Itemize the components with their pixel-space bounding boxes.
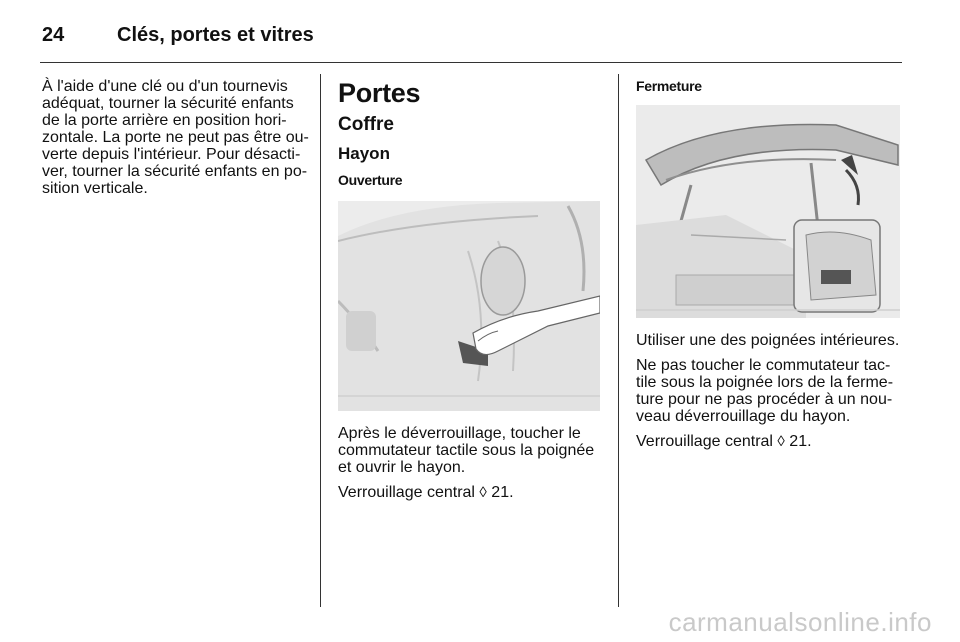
- heading-fermeture: Fermeture: [636, 78, 702, 94]
- xref-label: Verrouillage central: [338, 484, 475, 501]
- tailgate-closing-illustration: [636, 105, 900, 318]
- watermark: carmanualsonline.info: [668, 607, 932, 637]
- xref-label: Verrouillage central: [636, 433, 773, 450]
- xref-page: 21.: [789, 433, 812, 450]
- xref-page: 21.: [491, 484, 514, 501]
- xref-symbol-icon: ◊: [777, 433, 785, 450]
- child-lock-paragraph: À l'aide d'une clé ou d'un tournevis adéquat, tourner la sécurité enfants de la porte arrière en position hori-zontale. La porte ne peut pas être ou-verte depuis l'intérieur. Pour désacti-ver, tourner la sécurité enfants en po-sition verticale.: [42, 78, 309, 197]
- subsection-heading-hayon: Hayon: [338, 144, 390, 163]
- subsection-heading-coffre: Coffre: [338, 114, 394, 135]
- tailgate-opening-illustration: [338, 201, 600, 411]
- column-right: [636, 78, 904, 458]
- central-locking-reference[interactable]: [636, 433, 904, 450]
- page-header: [42, 20, 314, 50]
- chapter-title: Clés, portes et vitres: [117, 23, 314, 46]
- closing-instructions: Utiliser une des poignées intérieures.: [636, 332, 900, 349]
- section-heading-portes: Portes: [338, 78, 421, 108]
- column-middle: [338, 78, 603, 509]
- column-divider-2: [618, 74, 619, 607]
- central-locking-reference[interactable]: [338, 484, 603, 501]
- xref-symbol-icon: ◊: [479, 484, 487, 501]
- column-left: [42, 78, 310, 205]
- page-number: 24: [42, 23, 65, 46]
- touch-switch-warning: Ne pas toucher le commutateur tac-tile sous la poignée lors de la ferme-ture pour ne pas procéder à un nou-veau déverrouillage du hayon.: [636, 357, 894, 425]
- column-divider-1: [320, 74, 321, 607]
- header-rule: [40, 62, 902, 63]
- opening-instructions: Après le déverrouillage, toucher le commutateur tactile sous la poignée et ouvrir le hayon.: [338, 425, 595, 476]
- heading-ouverture: Ouverture: [338, 172, 403, 188]
